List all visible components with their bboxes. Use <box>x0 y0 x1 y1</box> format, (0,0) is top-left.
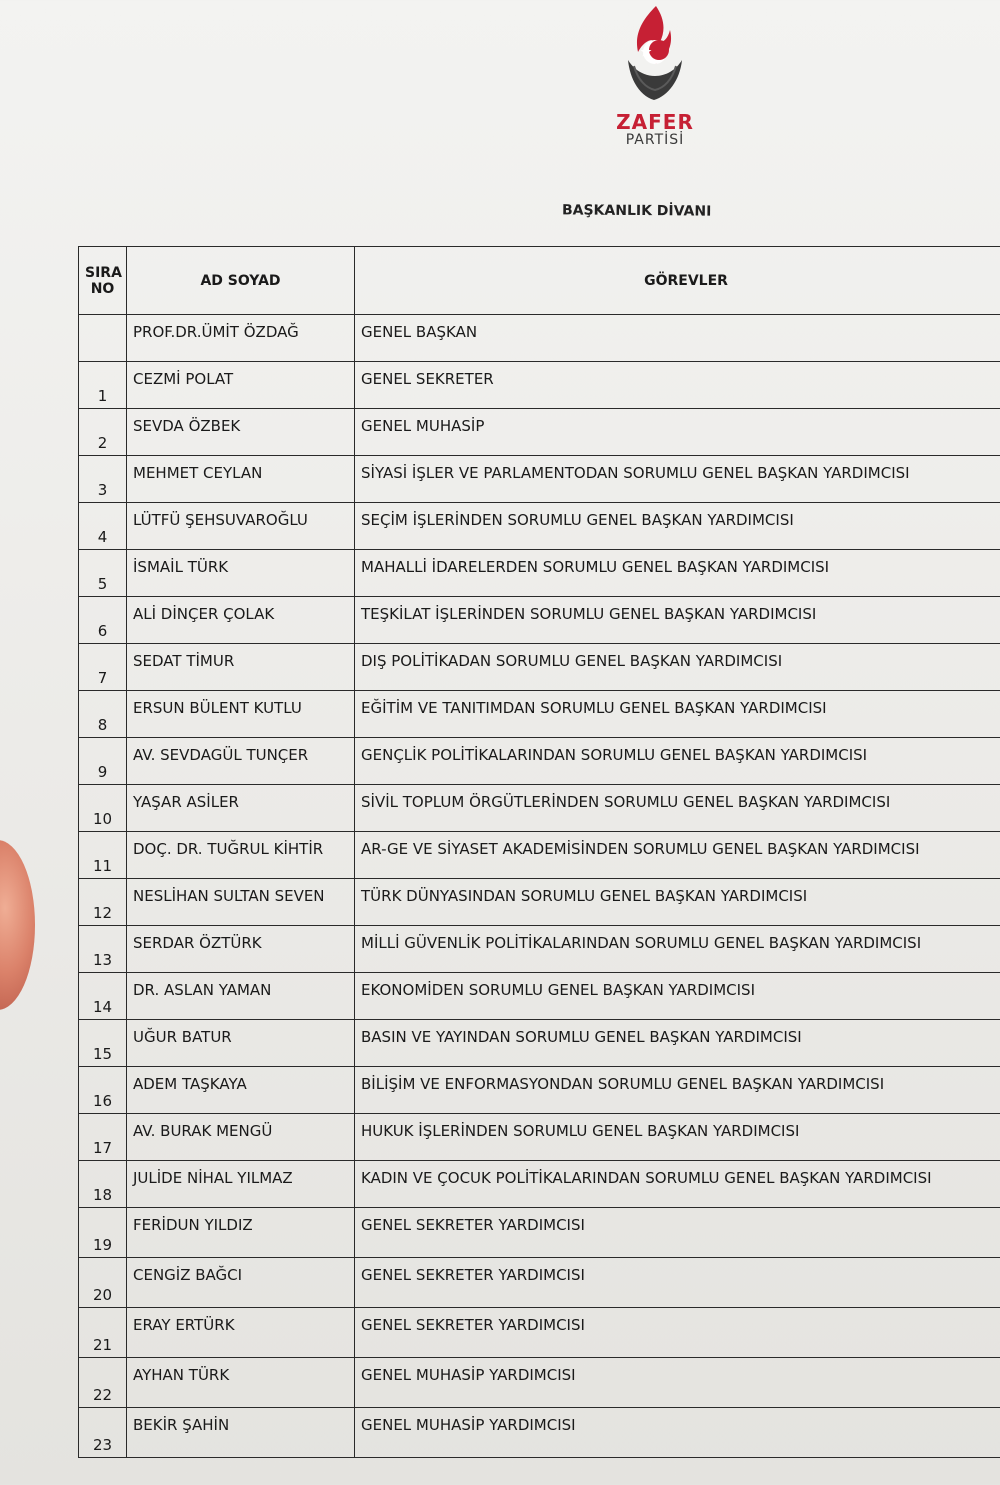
role-title: GENEL BAŞKAN <box>355 315 1000 362</box>
row-number: 12 <box>79 879 127 926</box>
row-number: 8 <box>79 691 127 738</box>
table-row <box>79 1358 1000 1408</box>
table-row <box>79 926 1000 973</box>
person-name: ERAY ERTÜRK <box>127 1308 355 1358</box>
role-title: HUKUK İŞLERİNDEN SORUMLU GENEL BAŞKAN YARDIMCISI <box>355 1114 1000 1161</box>
table-row <box>79 644 1000 691</box>
role-title: GENÇLİK POLİTİKALARINDAN SORUMLU GENEL BAŞKAN YARDIMCISI <box>355 738 1000 785</box>
table-row <box>79 691 1000 738</box>
person-name: AYHAN TÜRK <box>127 1358 355 1408</box>
role-title: BASIN VE YAYINDAN SORUMLU GENEL BAŞKAN YARDIMCISI <box>355 1020 1000 1067</box>
table-row <box>79 1258 1000 1308</box>
row-number: 22 <box>79 1358 127 1408</box>
table-header-row <box>79 247 1000 315</box>
role-title: KADIN VE ÇOCUK POLİTİKALARINDAN SORUMLU GENEL BAŞKAN YARDIMCISI <box>355 1161 1000 1208</box>
role-title: GENEL MUHASİP YARDIMCISI <box>355 1358 1000 1408</box>
person-name: BEKİR ŞAHİN <box>127 1408 355 1458</box>
role-title: SİYASİ İŞLER VE PARLAMENTODAN SORUMLU GENEL BAŞKAN YARDIMCISI <box>355 456 1000 503</box>
person-name: UĞUR BATUR <box>127 1020 355 1067</box>
row-number: 21 <box>79 1308 127 1358</box>
row-number: 20 <box>79 1258 127 1308</box>
document-title: BAŞKANLIK DİVANI <box>561 202 712 220</box>
row-number: 23 <box>79 1408 127 1458</box>
role-title: AR-GE VE SİYASET AKADEMİSİNDEN SORUMLU GENEL BAŞKAN YARDIMCISI <box>355 832 1000 879</box>
role-title: GENEL MUHASİP YARDIMCISI <box>355 1408 1000 1458</box>
role-title: GENEL SEKRETER YARDIMCISI <box>355 1258 1000 1308</box>
table-row <box>79 1308 1000 1358</box>
table-row <box>79 1208 1000 1258</box>
thumb-photo <box>0 840 35 1010</box>
table-row <box>79 503 1000 550</box>
person-name: SERDAR ÖZTÜRK <box>127 926 355 973</box>
person-name: PROF.DR.ÜMİT ÖZDAĞ <box>127 315 355 362</box>
person-name: LÜTFÜ ŞEHSUVAROĞLU <box>127 503 355 550</box>
table-row <box>79 1114 1000 1161</box>
table-row <box>79 456 1000 503</box>
table-row <box>79 409 1000 456</box>
row-number: 17 <box>79 1114 127 1161</box>
role-title: TÜRK DÜNYASINDAN SORUMLU GENEL BAŞKAN YARDIMCISI <box>355 879 1000 926</box>
row-number: 6 <box>79 597 127 644</box>
row-number: 16 <box>79 1067 127 1114</box>
row-number: 13 <box>79 926 127 973</box>
role-title: MİLLİ GÜVENLİK POLİTİKALARINDAN SORUMLU GENEL BAŞKAN YARDIMCISI <box>355 926 1000 973</box>
role-title: GENEL SEKRETER <box>355 362 1000 409</box>
role-title: SİVİL TOPLUM ÖRGÜTLERİNDEN SORUMLU GENEL BAŞKAN YARDIMCISI <box>355 785 1000 832</box>
role-title: GENEL MUHASİP <box>355 409 1000 456</box>
header-ad-soyad: AD SOYAD <box>127 247 355 315</box>
divan-table-wrapper <box>78 246 1000 1478</box>
party-logo <box>600 0 710 160</box>
table-row <box>79 1020 1000 1067</box>
role-title: BİLİŞİM VE ENFORMASYONDAN SORUMLU GENEL BAŞKAN YARDIMCISI <box>355 1067 1000 1114</box>
row-number: 10 <box>79 785 127 832</box>
person-name: AV. SEVDAGÜL TUNÇER <box>127 738 355 785</box>
person-name: DOÇ. DR. TUĞRUL KİHTİR <box>127 832 355 879</box>
person-name: ERSUN BÜLENT KUTLU <box>127 691 355 738</box>
person-name: SEVDA ÖZBEK <box>127 409 355 456</box>
person-name: JULİDE NİHAL YILMAZ <box>127 1161 355 1208</box>
row-number: 9 <box>79 738 127 785</box>
row-number: 19 <box>79 1208 127 1258</box>
logo-name: ZAFER <box>616 110 694 134</box>
logo-subtitle: PARTİSİ <box>625 132 685 148</box>
role-title: MAHALLİ İDARELERDEN SORUMLU GENEL BAŞKAN YARDIMCISI <box>355 550 1000 597</box>
person-name: ALİ DİNÇER ÇOLAK <box>127 597 355 644</box>
table-row <box>79 832 1000 879</box>
person-name: YAŞAR ASİLER <box>127 785 355 832</box>
person-name: SEDAT TİMUR <box>127 644 355 691</box>
header-gorevler: GÖREVLER <box>355 247 1000 315</box>
table-row <box>79 785 1000 832</box>
table-row <box>79 1408 1000 1458</box>
table-row <box>79 597 1000 644</box>
row-number <box>79 315 127 362</box>
person-name: CEZMİ POLAT <box>127 362 355 409</box>
row-number: 5 <box>79 550 127 597</box>
person-name: DR. ASLAN YAMAN <box>127 973 355 1020</box>
header-sira-no: SIRA NO <box>79 247 127 315</box>
table-row <box>79 973 1000 1020</box>
role-title: SEÇİM İŞLERİNDEN SORUMLU GENEL BAŞKAN YARDIMCISI <box>355 503 1000 550</box>
person-name: FERİDUN YILDIZ <box>127 1208 355 1258</box>
row-number: 7 <box>79 644 127 691</box>
table-row <box>79 362 1000 409</box>
row-number: 18 <box>79 1161 127 1208</box>
table-row <box>79 879 1000 926</box>
role-title: DIŞ POLİTİKADAN SORUMLU GENEL BAŞKAN YARDIMCISI <box>355 644 1000 691</box>
table-row <box>79 1067 1000 1114</box>
flame-crescent-star-icon <box>620 0 690 108</box>
row-number: 4 <box>79 503 127 550</box>
table-row <box>79 738 1000 785</box>
table-row <box>79 315 1000 362</box>
divan-table <box>78 246 1000 1458</box>
row-number: 3 <box>79 456 127 503</box>
role-title: GENEL SEKRETER YARDIMCISI <box>355 1208 1000 1258</box>
person-name: İSMAİL TÜRK <box>127 550 355 597</box>
row-number: 15 <box>79 1020 127 1067</box>
role-title: EKONOMİDEN SORUMLU GENEL BAŞKAN YARDIMCISI <box>355 973 1000 1020</box>
row-number: 2 <box>79 409 127 456</box>
person-name: CENGİZ BAĞCI <box>127 1258 355 1308</box>
table-row <box>79 550 1000 597</box>
role-title: EĞİTİM VE TANITIMDAN SORUMLU GENEL BAŞKAN YARDIMCISI <box>355 691 1000 738</box>
row-number: 1 <box>79 362 127 409</box>
person-name: NESLİHAN SULTAN SEVEN <box>127 879 355 926</box>
person-name: MEHMET CEYLAN <box>127 456 355 503</box>
person-name: ADEM TAŞKAYA <box>127 1067 355 1114</box>
row-number: 14 <box>79 973 127 1020</box>
table-row <box>79 1161 1000 1208</box>
row-number: 11 <box>79 832 127 879</box>
role-title: TEŞKİLAT İŞLERİNDEN SORUMLU GENEL BAŞKAN YARDIMCISI <box>355 597 1000 644</box>
person-name: AV. BURAK MENGÜ <box>127 1114 355 1161</box>
role-title: GENEL SEKRETER YARDIMCISI <box>355 1308 1000 1358</box>
